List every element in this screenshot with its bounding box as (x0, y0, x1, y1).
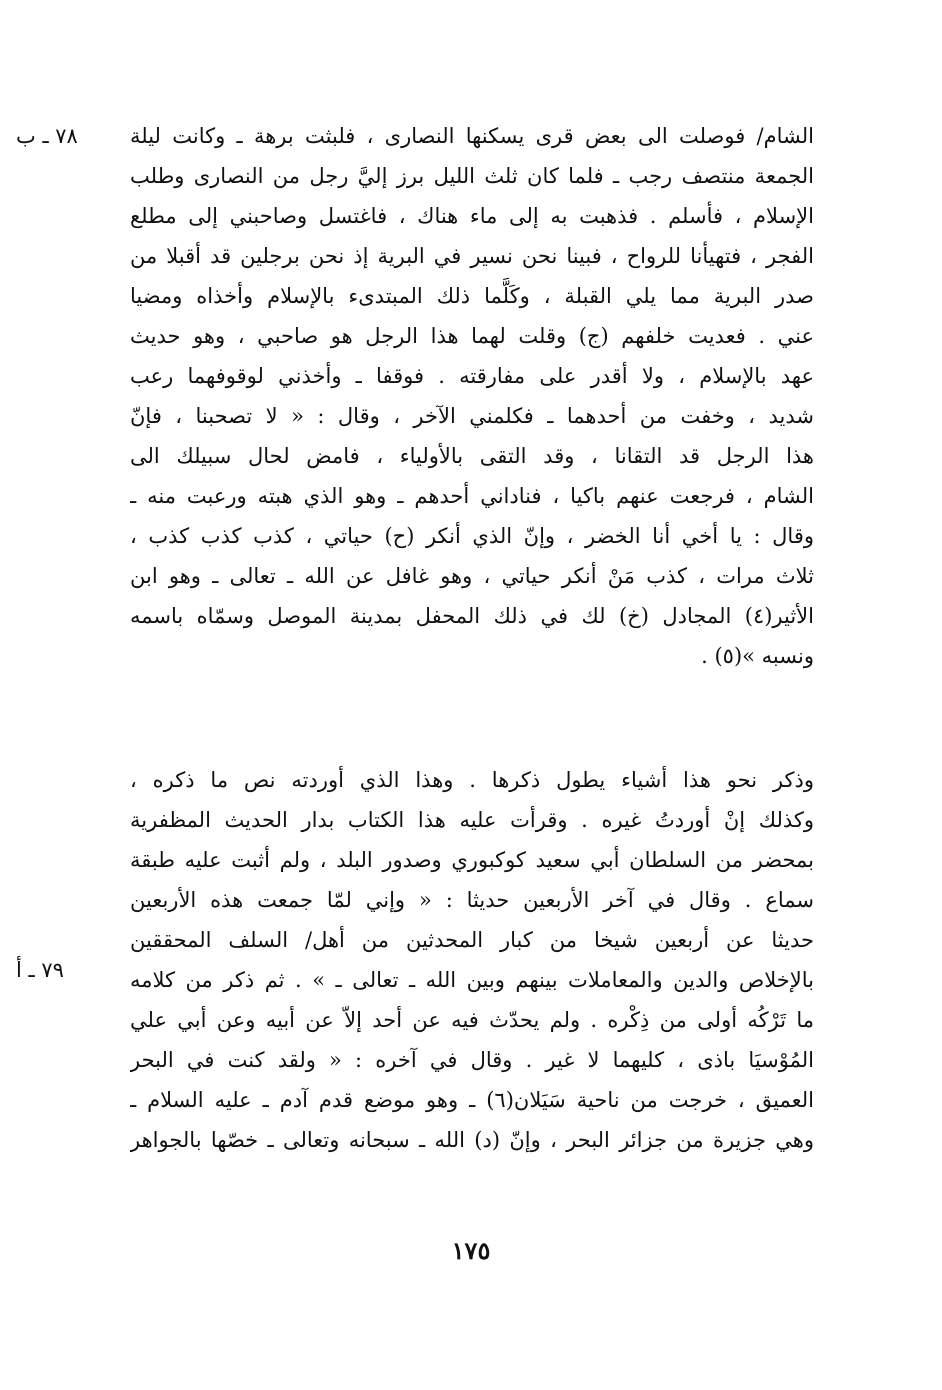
text-line: وكذلك إنْ أوردتُ غيره . وقرأت عليه هذا الكتاب بدار الحديث المظفرية (130, 808, 814, 832)
text-line: شديد ، وخفت من أحدهما ـ فكلمني الآخر ، وقال : « لا تصحبنا ، فإنّ (130, 404, 814, 428)
page-number: ١٧٥ (451, 1236, 491, 1265)
paragraph-2 (130, 760, 814, 1160)
folio-marker: ٧٩ ـ أ (16, 958, 64, 982)
text-line: الشام ، فرجعت عنهم باكيا ، فناداني أحدهم ـ وهو الذي هبته ورعبت منه ـ (130, 484, 814, 508)
text-line: ثلاث مرات ، كذب مَنْ أنكر حياتي ، وهو غافل عن الله ـ تعالى ـ وهو ابن (130, 564, 814, 588)
text-line: عني . فعديت خلفهم (ج) وقلت لهما هذا الرجل هو صاحبي ، وهو حديث (130, 324, 814, 348)
text-line: الشام/ فوصلت الى بعض قرى يسكنها النصارى ، فلبثت برهة ـ وكانت ليلة (130, 124, 814, 148)
text-line: وهي جزيرة من جزائر البحر ، وإنّ (د) الله ـ سبحانه وتعالى ـ خصّها بالجواهر (130, 1128, 814, 1152)
text-line: الفجر ، فتهيأنا للرواح ، فبينا نحن نسير في البرية إذ نحن برجلين قد أقبلا من (130, 244, 814, 268)
text-line: صدر البرية مما يلي القبلة ، وكَلَّما ذلك المبتدىء بالإسلام وأخذاه ومضيا (130, 284, 814, 308)
text-line: بمحضر من السلطان أبي سعيد كوكبوري وصدور البلد ، ولم أثبت عليه طبقة (130, 848, 814, 872)
text-line: ونسبه »(٥) . (701, 644, 814, 668)
text-line: ما تَرْكُه أولى من ذِكْره . ولم يحدّث فيه عن أحد إلاّ عن أبيه وعن أبي علي (130, 1008, 814, 1032)
text-line: هذا الرجل قد التقانا ، وقد التقى بالأولياء ، فامض لحال سبيلك الى (130, 444, 814, 468)
folio-marker: ٧٨ ـ ب (16, 124, 78, 148)
text-line: عهد بالإسلام ، ولا أقدر على مفارقته . فوقفا ـ وأخذني لوقوفهما رعب (130, 364, 814, 388)
text-line: الإسلام ، فأسلم . فذهبت به إلى ماء هناك ، فاغتسل وصاحبني إلى مطلع (130, 204, 814, 228)
paragraph-1 (130, 116, 814, 676)
text-line: وقال : يا أخي أنا الخضر ، وإنّ الذي أنكر (ح) حياتي ، كذب كذب كذب ، (130, 524, 814, 548)
text-line: بالإخلاص والدين والمعاملات بينهم وبين الله ـ تعالى ـ » . ثم ذكر من كلامه (130, 968, 814, 992)
text-line: الأثير(٤) المجادل (خ) لك في ذلك المحفل بمدينة الموصل وسمّاه باسمه (130, 604, 814, 628)
text-line: وذكر نحو هذا أشياء يطول ذكرها . وهذا الذي أوردته نص ما ذكره ، (130, 768, 814, 792)
text-line: العميق ، خرجت من ناحية سَيَلان(٦) ـ وهو موضع قدم آدم ـ عليه السلام ـ (130, 1088, 814, 1112)
text-line: حديثا عن أربعين شيخا من كبار المحدثين من أهل/ السلف المحققين (130, 928, 814, 952)
text-line: سماع . وقال في آخر الأربعين حديثا : « وإني لمّا جمعت هذه الأربعين (130, 888, 814, 912)
text-line: المُوْسيَا باذى ، كليهما لا غير . وقال في آخره : « ولقد كنت في البحر (130, 1048, 814, 1072)
text-line: الجمعة منتصف رجب ـ فلما كان ثلث الليل برز إليَّ رجل من النصارى وطلب (130, 164, 814, 188)
